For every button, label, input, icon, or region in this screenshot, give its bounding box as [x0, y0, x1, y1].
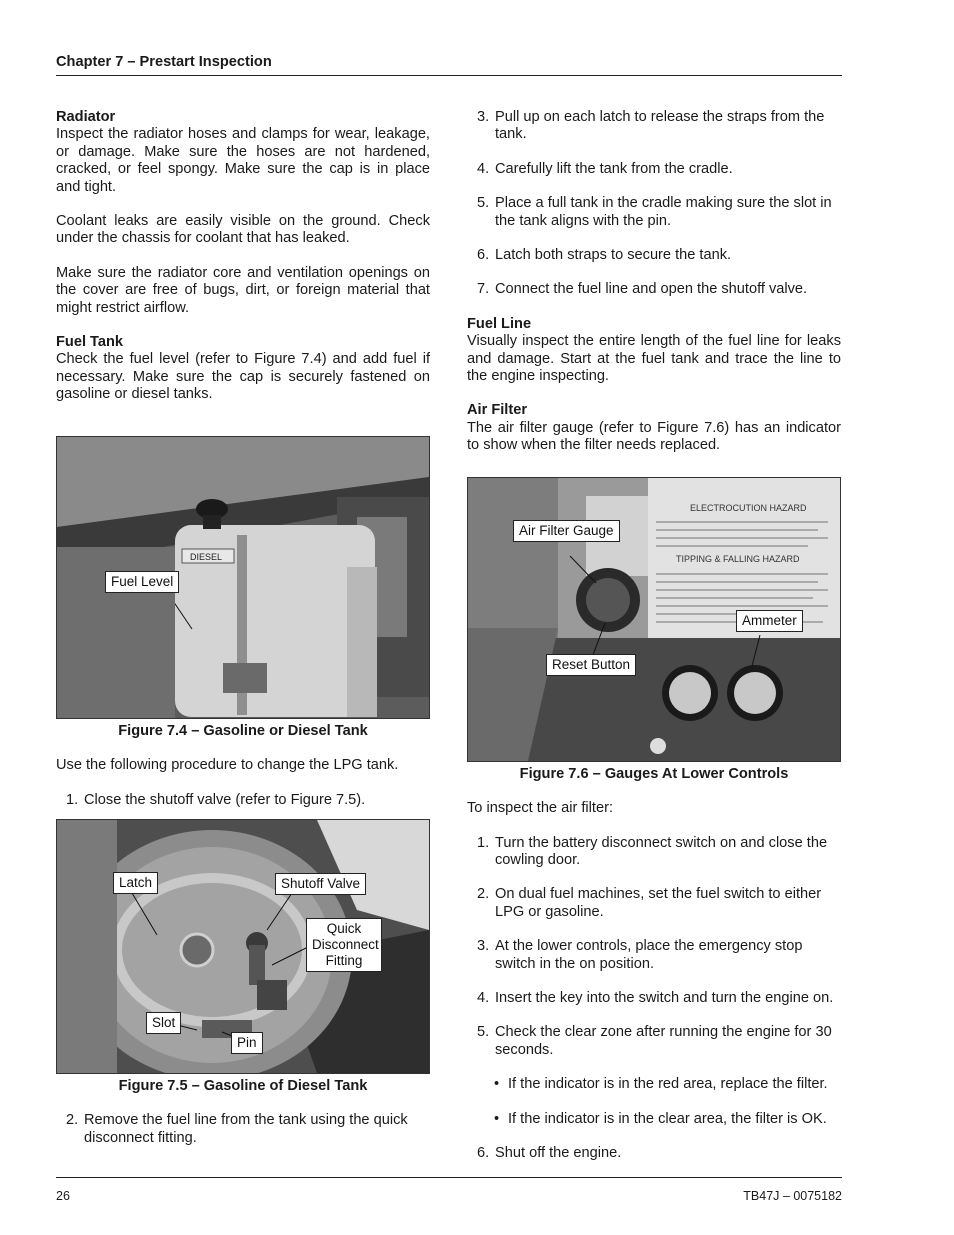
footer-rule [56, 1177, 842, 1178]
radiator-paragraph-1: Inspect the radiator hoses and clamps for wear, leakage, or damage. Make sure the hoses are not hardened, cracked, or feel spongy. Make sure the cap is in place and tight. [56, 126, 430, 195]
step-5-number: 5. [477, 195, 490, 212]
step-6-number: 6. [477, 247, 490, 264]
tank-label: DIESEL [190, 551, 223, 562]
bullet-icon: • [494, 1110, 500, 1127]
inspect-step-4 [467, 990, 841, 1007]
step-4-text: Carefully lift the tank from the cradle. [495, 160, 733, 177]
callout-quick-disconnect: Quick Disconnect Fitting [306, 918, 382, 972]
left-column [56, 109, 430, 1147]
figure-7-5-caption: Figure 7.5 – Gasoline of Diesel Tank [118, 1077, 368, 1094]
chapter-header: Chapter 7 – Prestart Inspection [56, 54, 272, 70]
radiator-heading: Radiator [56, 109, 116, 125]
figure-7-4-photo [56, 436, 430, 719]
step-6 [467, 247, 841, 264]
fuel-line-paragraph: Visually inspect the entire length of the fuel line for leaks and damage. Start at the fuel tank and trace the line to the engine inspecting. [467, 333, 841, 385]
sign-title-1: ELECTROCUTION HAZARD [690, 502, 807, 513]
fuel-line-heading: Fuel Line [467, 315, 532, 332]
step-2 [56, 1112, 430, 1147]
inspect-step-1 [467, 835, 841, 870]
radiator-paragraph-3: Make sure the radiator core and ventilation openings on the cover are free of bugs, dirt, or foreign material that might restrict airflow. [56, 264, 430, 316]
figure-7-6-caption: Figure 7.6 – Gauges At Lower Controls [519, 765, 789, 782]
inspect-step-3-text: At the lower controls, place the emergency stop switch in the on position. [495, 938, 803, 972]
fuel-tank-paragraph: Check the fuel level (refer to Figure 7.4) and add fuel if necessary. Make sure the cap is securely fastened on gasoline or diesel tanks. [56, 351, 430, 403]
bullet-clear-area [467, 1111, 841, 1128]
inspect-step-2-text: On dual fuel machines, set the fuel switch to either LPG or gasoline. [495, 886, 822, 920]
page-number: 26 [56, 1189, 70, 1203]
inspect-step-1-text: Turn the battery disconnect switch on and close the cowling door. [495, 834, 828, 868]
callout-ammeter: Ammeter [736, 610, 803, 632]
inspect-step-4-number: 4. [477, 989, 490, 1006]
inspect-step-4-text: Insert the key into the switch and turn the engine on. [495, 989, 834, 1006]
header-rule [56, 75, 842, 76]
inspect-step-3-number: 3. [477, 938, 490, 955]
fuel-tank-heading: Fuel Tank [56, 334, 124, 351]
figure-7-4-caption: Figure 7.4 – Gasoline or Diesel Tank [118, 722, 368, 739]
callout-air-filter-gauge: Air Filter Gauge [513, 520, 620, 542]
step-6-text: Latch both straps to secure the tank. [495, 247, 732, 264]
inspect-step-5 [467, 1024, 841, 1059]
callout-fuel-level: Fuel Level [105, 571, 179, 593]
inspect-step-2 [467, 886, 841, 921]
figure-7-6-photo [467, 477, 841, 762]
step-3 [467, 109, 841, 144]
bullet-red-area-text: If the indicator is in the red area, replace the filter. [508, 1076, 828, 1093]
inspect-step-3 [467, 938, 841, 973]
sign-title-2: TIPPING & FALLING HAZARD [676, 553, 800, 564]
radiator-paragraph-2: Coolant leaks are easily visible on the ground. Check under the chassis for coolant that has leaked. [56, 213, 430, 247]
step-1-text: Close the shutoff valve (refer to Figure 7.5). [84, 791, 366, 808]
air-filter-paragraph: The air filter gauge (refer to Figure 7.6) has an indicator to show when the filter needs replaced. [467, 419, 841, 454]
callout-pin: Pin [231, 1032, 263, 1054]
air-filter-heading: Air Filter [467, 402, 528, 419]
inspect-step-6-number: 6. [477, 1144, 490, 1161]
figure-7-5-photo [56, 819, 430, 1074]
bullet-red-area [467, 1076, 841, 1093]
callout-latch: Latch [113, 872, 158, 894]
inspect-step-6 [467, 1145, 841, 1162]
inspect-intro: To inspect the air filter: [467, 800, 614, 817]
inspect-step-5-text: Check the clear zone after running the engine for 30 seconds. [495, 1024, 832, 1058]
procedure-intro: Use the following procedure to change the LPG tank. [56, 757, 399, 774]
callout-slot: Slot [146, 1012, 181, 1034]
step-2-number: 2. [66, 1112, 79, 1129]
step-2-text: Remove the fuel line from the tank using the quick disconnect fitting. [84, 1112, 408, 1146]
step-5 [467, 195, 841, 230]
step-7 [467, 281, 841, 298]
bullet-icon: • [494, 1076, 500, 1093]
step-1-number: 1. [66, 791, 79, 808]
document-number: TB47J – 0075182 [743, 1189, 842, 1203]
step-5-text: Place a full tank in the cradle making sure the slot in the tank aligns with the pin. [495, 195, 832, 229]
callout-reset-button: Reset Button [546, 654, 636, 676]
right-column [467, 109, 841, 1162]
inspect-step-1-number: 1. [477, 834, 490, 851]
step-3-number: 3. [477, 109, 490, 125]
inspect-step-2-number: 2. [477, 886, 490, 903]
step-7-number: 7. [477, 281, 490, 298]
step-4-number: 4. [477, 160, 490, 177]
callout-shutoff-valve: Shutoff Valve [275, 873, 366, 895]
inspect-step-6-text: Shut off the engine. [495, 1144, 622, 1161]
step-3-text: Pull up on each latch to release the straps from the tank. [495, 109, 825, 143]
inspect-step-5-number: 5. [477, 1024, 490, 1041]
step-1 [56, 792, 430, 809]
bullet-clear-area-text: If the indicator is in the clear area, the filter is OK. [508, 1110, 827, 1127]
step-7-text: Connect the fuel line and open the shutoff valve. [495, 281, 808, 298]
step-4 [467, 161, 841, 178]
